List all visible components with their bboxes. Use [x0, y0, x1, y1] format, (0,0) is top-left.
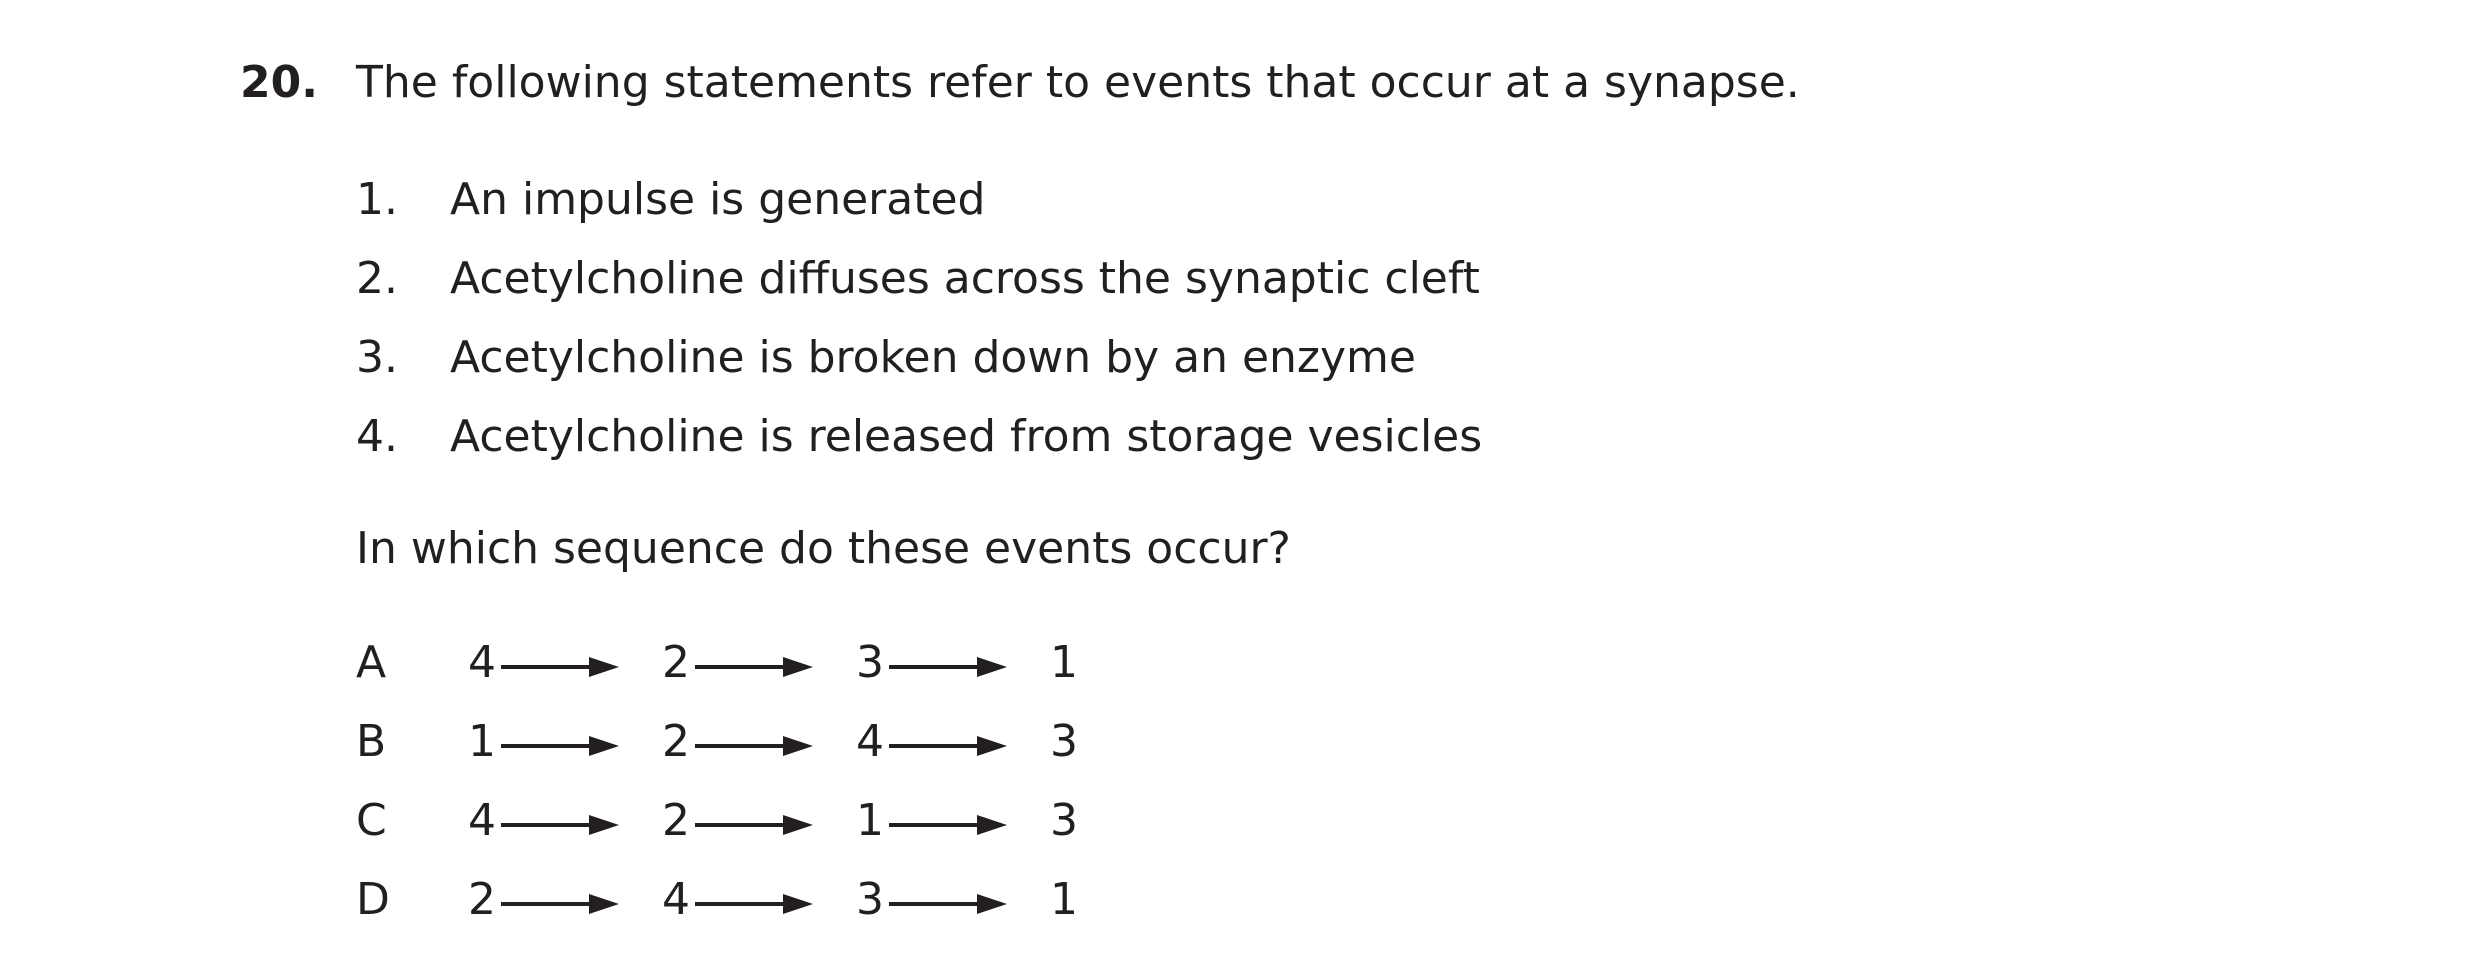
sequence-step: 2	[662, 716, 690, 767]
sequence-step: 1	[468, 716, 496, 767]
sequence-step: 1	[1050, 637, 1078, 688]
right-arrow-icon	[693, 623, 813, 702]
question-number: 20.	[240, 57, 318, 108]
option-letter: A	[356, 637, 387, 688]
right-arrow-icon	[887, 781, 1007, 860]
sequence-step: 4	[468, 637, 496, 688]
sequence-step: 2	[662, 637, 690, 688]
option-letter: B	[356, 716, 387, 767]
sequence-step: 1	[1050, 874, 1078, 925]
sequence-step: 2	[662, 795, 690, 846]
statement-number: 4.	[356, 411, 398, 462]
sequence-step: 4	[468, 795, 496, 846]
option-letter: C	[356, 795, 387, 846]
statement-text: An impulse is generated	[450, 174, 986, 225]
statement-list	[356, 160, 1482, 476]
right-arrow-icon	[693, 781, 813, 860]
sequence-step: 3	[1050, 716, 1078, 767]
sequence-step: 4	[662, 874, 690, 925]
right-arrow-icon	[887, 860, 1007, 939]
statement-text: Acetylcholine diffuses across the synaptic cleft	[450, 253, 1480, 304]
statement-number: 3.	[356, 332, 398, 383]
statement-item	[356, 239, 1482, 318]
statement-text: Acetylcholine is released from storage vesicles	[450, 411, 1483, 462]
statement-item	[356, 318, 1482, 397]
sequence-step: 3	[856, 874, 884, 925]
sequence-step: 1	[856, 795, 884, 846]
sequence-step: 2	[468, 874, 496, 925]
statement-number: 2.	[356, 253, 398, 304]
right-arrow-icon	[499, 860, 619, 939]
right-arrow-icon	[499, 702, 619, 781]
right-arrow-icon	[887, 623, 1007, 702]
question-stem: The following statements refer to events that occur at a synapse.	[356, 57, 1800, 108]
sequence-step: 3	[1050, 795, 1078, 846]
statement-item	[356, 397, 1482, 476]
statement-item	[356, 160, 1482, 239]
option-letter: D	[356, 874, 390, 925]
sequence-step: 4	[856, 716, 884, 767]
right-arrow-icon	[693, 860, 813, 939]
statement-number: 1.	[356, 174, 398, 225]
right-arrow-icon	[499, 623, 619, 702]
sequence-step: 3	[856, 637, 884, 688]
question-prompt: In which sequence do these events occur?	[356, 523, 1291, 574]
right-arrow-icon	[499, 781, 619, 860]
right-arrow-icon	[693, 702, 813, 781]
right-arrow-icon	[887, 702, 1007, 781]
statement-text: Acetylcholine is broken down by an enzyme	[450, 332, 1416, 383]
